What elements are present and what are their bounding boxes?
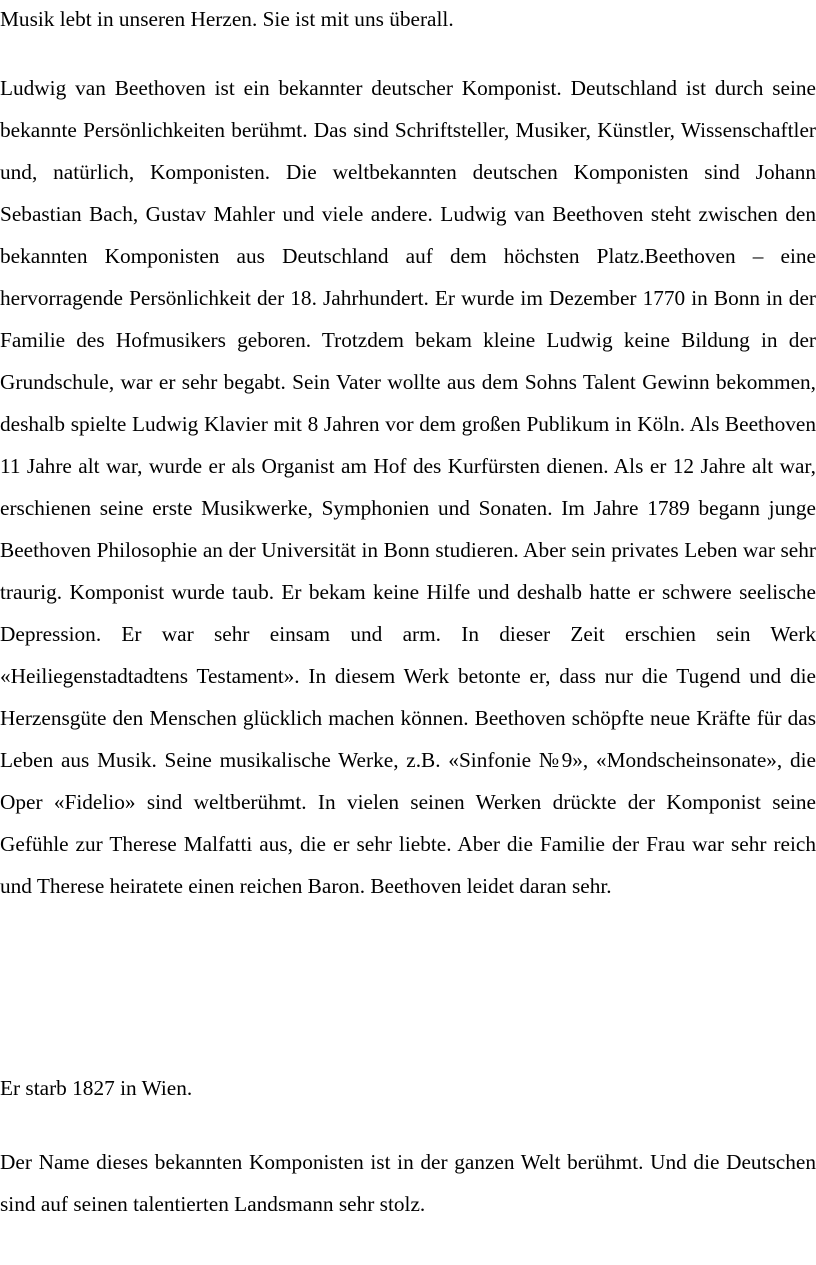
death-paragraph: Er starb 1827 in Wien. <box>0 1076 193 1100</box>
closing-paragraph: Der Name dieses bekannten Komponisten ist in der ganzen Welt berühmt. Und die Deutschen sind auf seinen talentierten Landsmann sehr stolz. <box>0 1150 816 1216</box>
intro-paragraph: Musik lebt in unseren Herzen. Sie ist mit uns überall. <box>0 7 454 31</box>
biography-paragraph: Ludwig van Beethoven ist ein bekannter deutscher Komponist. Deutschland ist durch seine bekannte Persönlichkeiten berühmt. Das sind Schriftsteller, Musiker, Künstler, Wissenschaftler und, natürlich, Komponisten. Die weltbekannten deutschen Komponisten sind Johann Sebastian Bach, Gustav Mahler und viele andere. Ludwig van Beethoven steht zwischen den bekannten Komponisten aus Deutschland auf dem höchsten Platz.Beethoven – eine hervorragende Persönlichkeit der 18. Jahrhundert. Er wurde im Dezember 1770 in Bonn in der Familie des Hofmusikers geboren. Trotzdem bekam kleine Ludwig keine Bildung in der Grundschule, war er sehr begabt. Sein Vater wollte aus dem Sohns Talent Gewinn bekommen, deshalb spielte Ludwig Klavier mit 8 Jahren vor dem großen Publikum in Köln. Als Beethoven 11 Jahre alt war, wurde er als Organist am Hof des Kurfürsten dienen. Als er 12 Jahre alt war, erschienen seine erste Musikwerke, Symphonien und Sonaten. Im Jahre 1789 begann junge Beethoven Philosophie an der Universität in Bonn studieren. Aber sein privates Leben war sehr traurig. Komponist wurde taub. Er bekam keine Hilfe und deshalb hatte er schwere seelische Depression. Er war sehr einsam und arm. In dieser Zeit erschien sein Werk «Heiliegenstadtadtens Testament». In diesem Werk betonte er, dass nur die Tugend und die Herzensgüte den Menschen glücklich machen können. Beethoven schöpfte neue Kräfte für das Leben aus Musik. Seine musikalische Werke, z.B. «Sinfonie №9», «Mondscheinsonate», die Oper «Fidelio» sind weltberühmt. In vielen seinen Werken drückte der Komponist seine Gefühle zur Therese Malfatti aus, die er sehr liebte. Aber die Familie der Frau war sehr reich und Therese heiratete einen reichen Baron. Beethoven leidet daran sehr. <box>0 76 816 898</box>
